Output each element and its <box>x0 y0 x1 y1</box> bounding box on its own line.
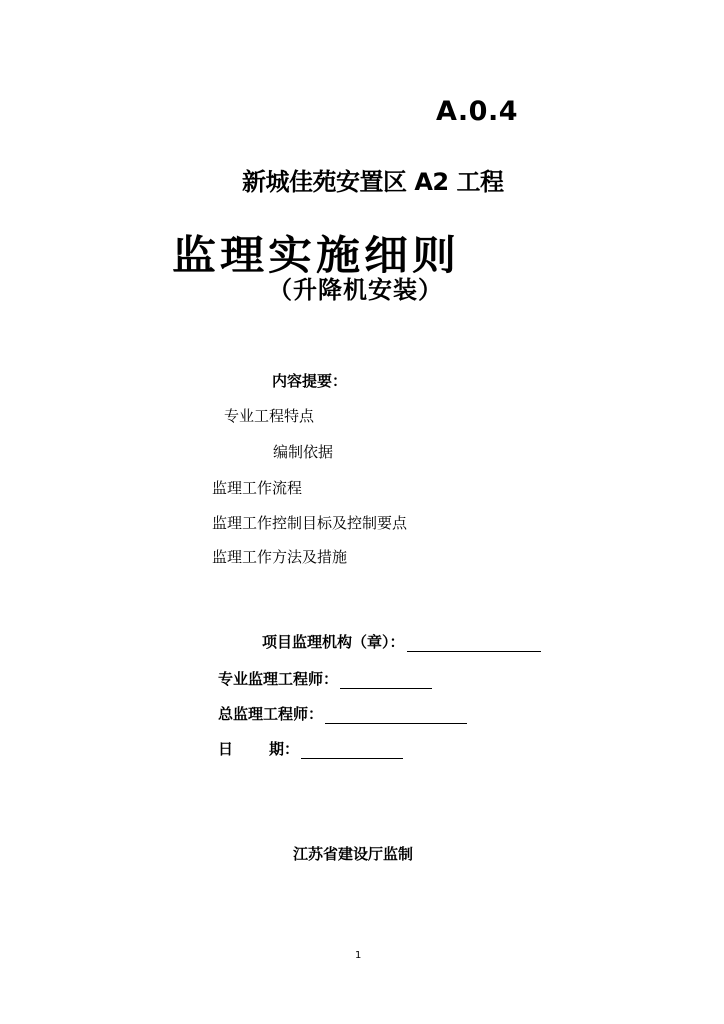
chief-engineer-blank[interactable] <box>325 707 467 724</box>
date-label-day: 日 <box>218 740 234 758</box>
document-code: A.0.4 <box>436 96 518 127</box>
contents-item: 监理工作控制目标及控制要点 <box>212 514 408 532</box>
page-number: 1 <box>355 950 362 961</box>
organization-label: 项目监理机构（章）： <box>262 633 405 651</box>
contents-item: 监理工作方法及措施 <box>212 548 348 566</box>
engineer-blank[interactable] <box>340 672 432 689</box>
contents-item: 编制依据 <box>273 443 334 461</box>
contents-heading: 内容提要： <box>272 372 348 390</box>
document-subtitle: （升降机安装） <box>268 276 443 304</box>
engineer-sign-line <box>218 668 432 689</box>
issuer-note: 江苏省建设厅监制 <box>293 845 414 863</box>
date-line <box>218 738 403 759</box>
chief-engineer-sign-line <box>218 703 467 724</box>
chief-engineer-label: 总监理工程师： <box>218 705 324 723</box>
date-label-period: 期： <box>269 740 300 758</box>
engineer-label: 专业监理工程师： <box>218 670 339 688</box>
organization-blank[interactable] <box>407 635 541 652</box>
contents-item: 专业工程特点 <box>224 407 315 425</box>
document-title: 监理实施细则 <box>172 232 460 280</box>
contents-item: 监理工作流程 <box>212 479 303 497</box>
project-name: 新城佳苑安置区 A2 工程 <box>242 168 504 196</box>
organization-seal-line <box>262 631 541 652</box>
date-blank[interactable] <box>301 742 403 759</box>
